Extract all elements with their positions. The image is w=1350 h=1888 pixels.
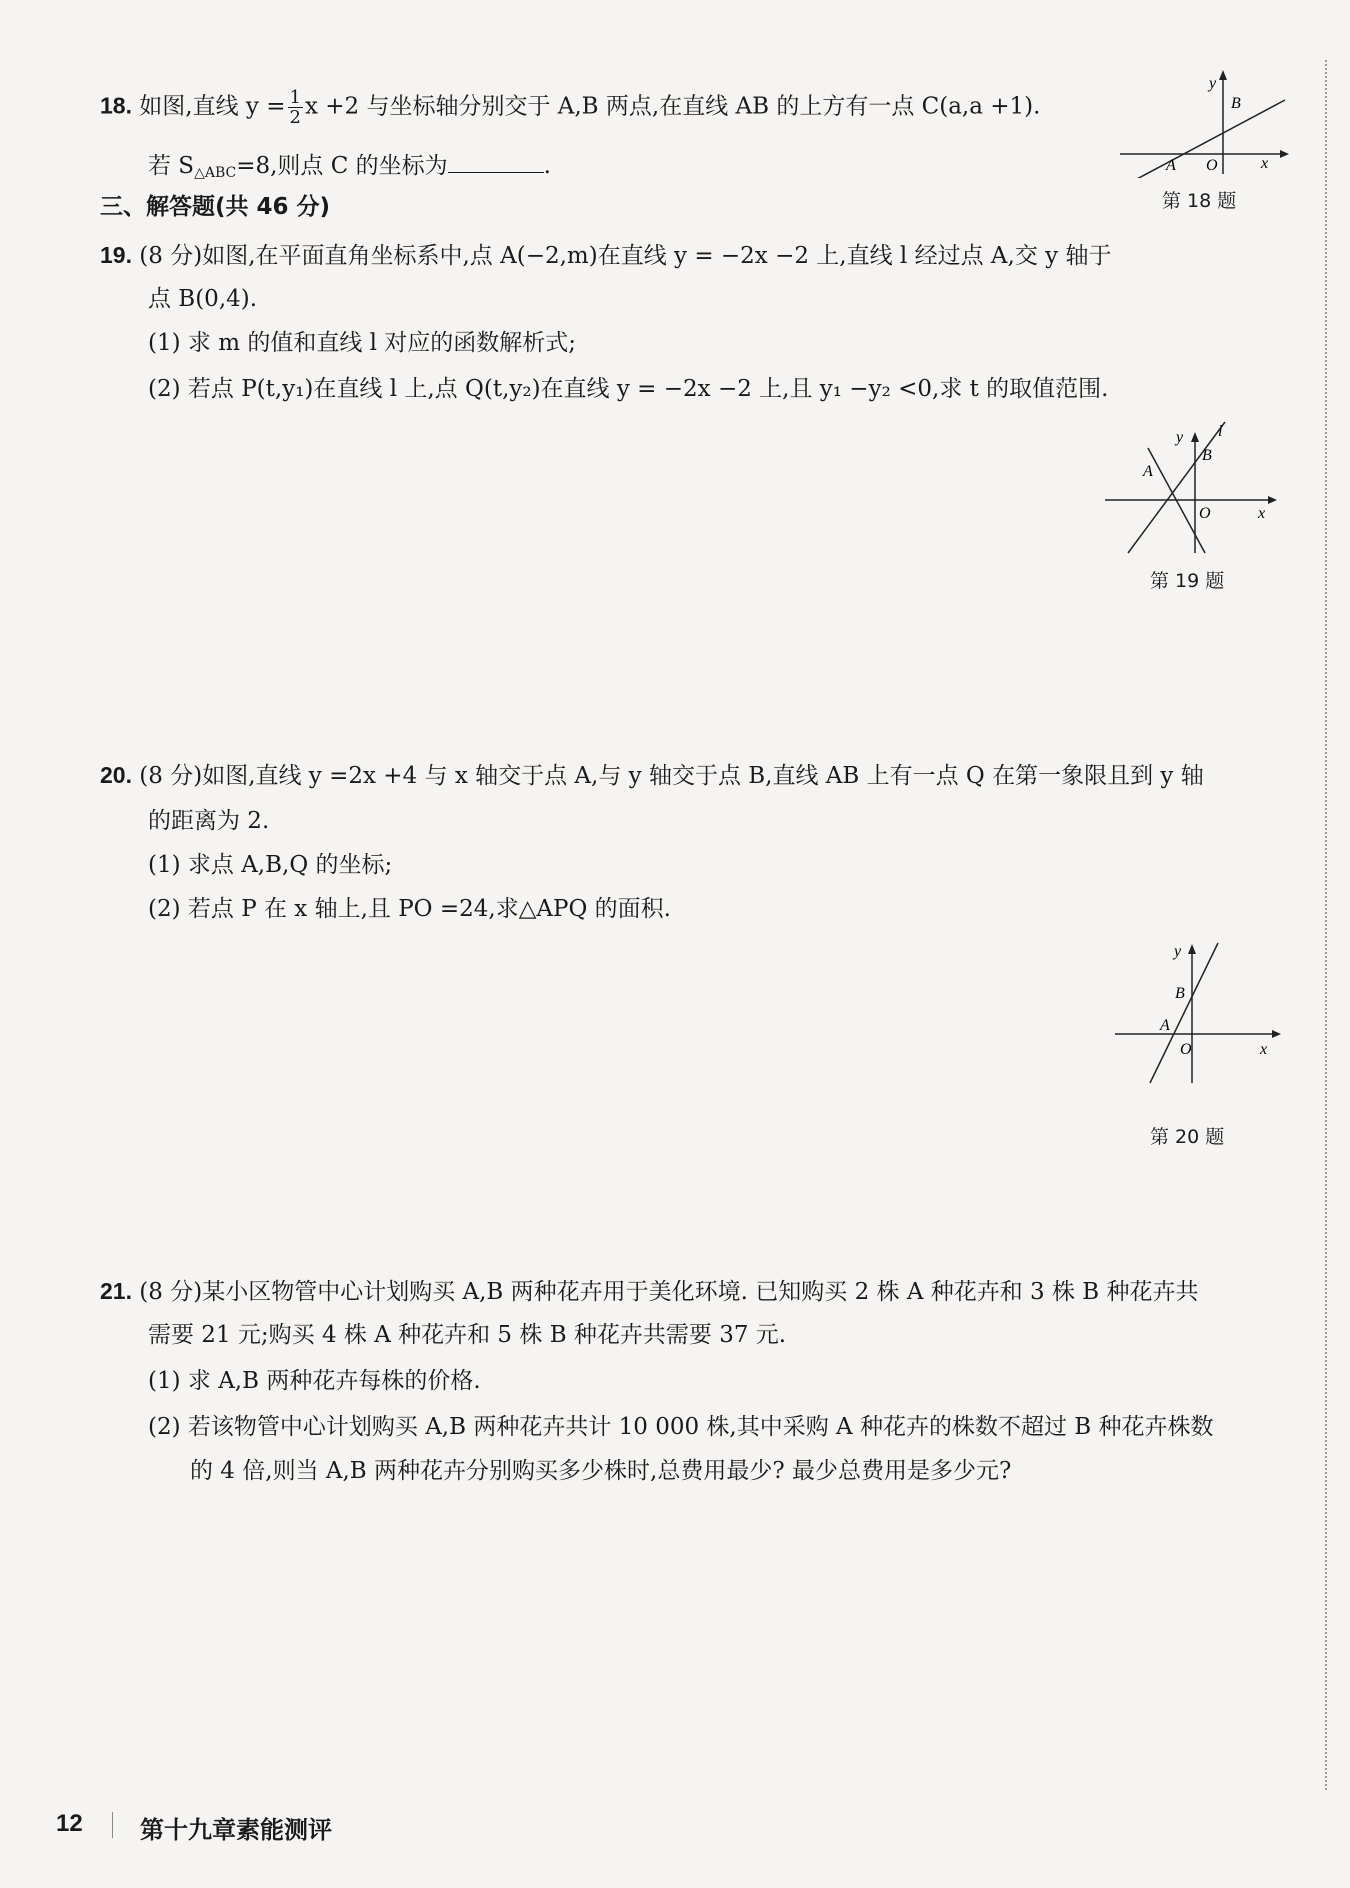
q21-line2: 需要 21 元;购买 4 株 A 种花卉和 5 株 B 种花卉共需要 37 元. xyxy=(148,1322,787,1348)
chapter-title: 第十九章素能测评 xyxy=(140,1816,332,1844)
answer-blank[interactable] xyxy=(448,150,544,173)
svg-text:B: B xyxy=(1175,985,1185,1002)
svg-text:B: B xyxy=(1202,447,1212,464)
q19-part1: (1) 求 m 的值和直线 l 对应的函数解析式; xyxy=(148,330,577,356)
origin-label: O xyxy=(1206,157,1218,174)
q20-part2: (2) 若点 P 在 x 轴上,且 PO =24,求△APQ 的面积. xyxy=(148,896,671,922)
q21-line1: 21. (8 分)某小区物管中心计划购买 A,B 两种花卉用于美化环境. 已知购买 2 株 A 种花卉和 3 株 B 种花卉共 xyxy=(100,1278,1199,1305)
q18-line2: 若 $S_{\triangle ABC}=8$,则点 C 的坐标为 . xyxy=(148,150,551,188)
q20-line1: 20. (8 分)如图,直线 y =2x +4 与 x 轴交于点 A,与 y 轴交于点 B,直线 AB 上有一点 Q 在第一象限且到 y 轴 xyxy=(100,762,1204,789)
svg-text:A: A xyxy=(1143,463,1153,480)
fraction: $\frac{1}{2}$ xyxy=(289,87,301,128)
q19-figure xyxy=(1100,418,1280,558)
svg-text:x: x xyxy=(1258,505,1266,522)
q18-line1 xyxy=(100,88,1040,127)
q18-figure xyxy=(1115,68,1290,178)
svg-text:O: O xyxy=(1199,505,1211,522)
q18-caption: 第 18 题 xyxy=(1162,190,1237,212)
q19-caption: 第 19 题 xyxy=(1150,570,1225,592)
axis-y-label: y xyxy=(1209,75,1217,92)
q18-text-b: x +2 与坐标轴分别交于 A,B 两点,在直线 AB 的上方有一点 C(a,a +1). xyxy=(304,93,1041,120)
q19-line1: 19. (8 分)如图,在平面直角坐标系中,点 A(−2,m)在直线 y = −2x −2 上,直线 l 经过点 A,交 y 轴于 xyxy=(100,242,1112,269)
q18-text-a: 如图,直线 y = xyxy=(139,93,286,120)
footer-divider xyxy=(112,1812,113,1838)
point-A-label: A xyxy=(1166,157,1176,174)
q19-part2: (2) 若点 P(t,y₁)在直线 l 上,点 Q(t,y₂)在直线 y = −2x −2 上,且 y₁ −y₂ <0,求 t 的取值范围. xyxy=(148,376,1109,402)
point-B-label: B xyxy=(1231,95,1241,112)
margin-dotted-line xyxy=(1325,60,1327,1790)
q19-line2: 点 B(0,4). xyxy=(148,286,258,312)
axis-x-label: x xyxy=(1261,155,1269,172)
q20-line2: 的距离为 2. xyxy=(148,808,270,834)
section-heading: 三、解答题(共 46 分) xyxy=(100,194,331,220)
q21-part2b: 的 4 倍,则当 A,B 两种花卉分别购买多少株时,总费用最少? 最少总费用是多少元? xyxy=(190,1458,1012,1484)
page-number: 12 xyxy=(56,1810,83,1837)
q18-number: 18. xyxy=(100,92,132,119)
svg-text:y: y xyxy=(1176,429,1184,446)
q20-caption: 第 20 题 xyxy=(1150,1126,1225,1148)
svg-text:x: x xyxy=(1260,1041,1268,1058)
q21-part1: (1) 求 A,B 两种花卉每株的价格. xyxy=(148,1368,481,1394)
svg-text:l: l xyxy=(1218,423,1223,440)
svg-text:A: A xyxy=(1160,1017,1170,1034)
q20-part1: (1) 求点 A,B,Q 的坐标; xyxy=(148,852,393,878)
svg-text:O: O xyxy=(1180,1041,1192,1058)
svg-text:y: y xyxy=(1174,943,1182,960)
q20-figure xyxy=(1110,938,1285,1088)
q21-part2a: (2) 若该物管中心计划购买 A,B 两种花卉共计 10 000 株,其中采购 A 种花卉的株数不超过 B 种花卉株数 xyxy=(148,1414,1214,1440)
